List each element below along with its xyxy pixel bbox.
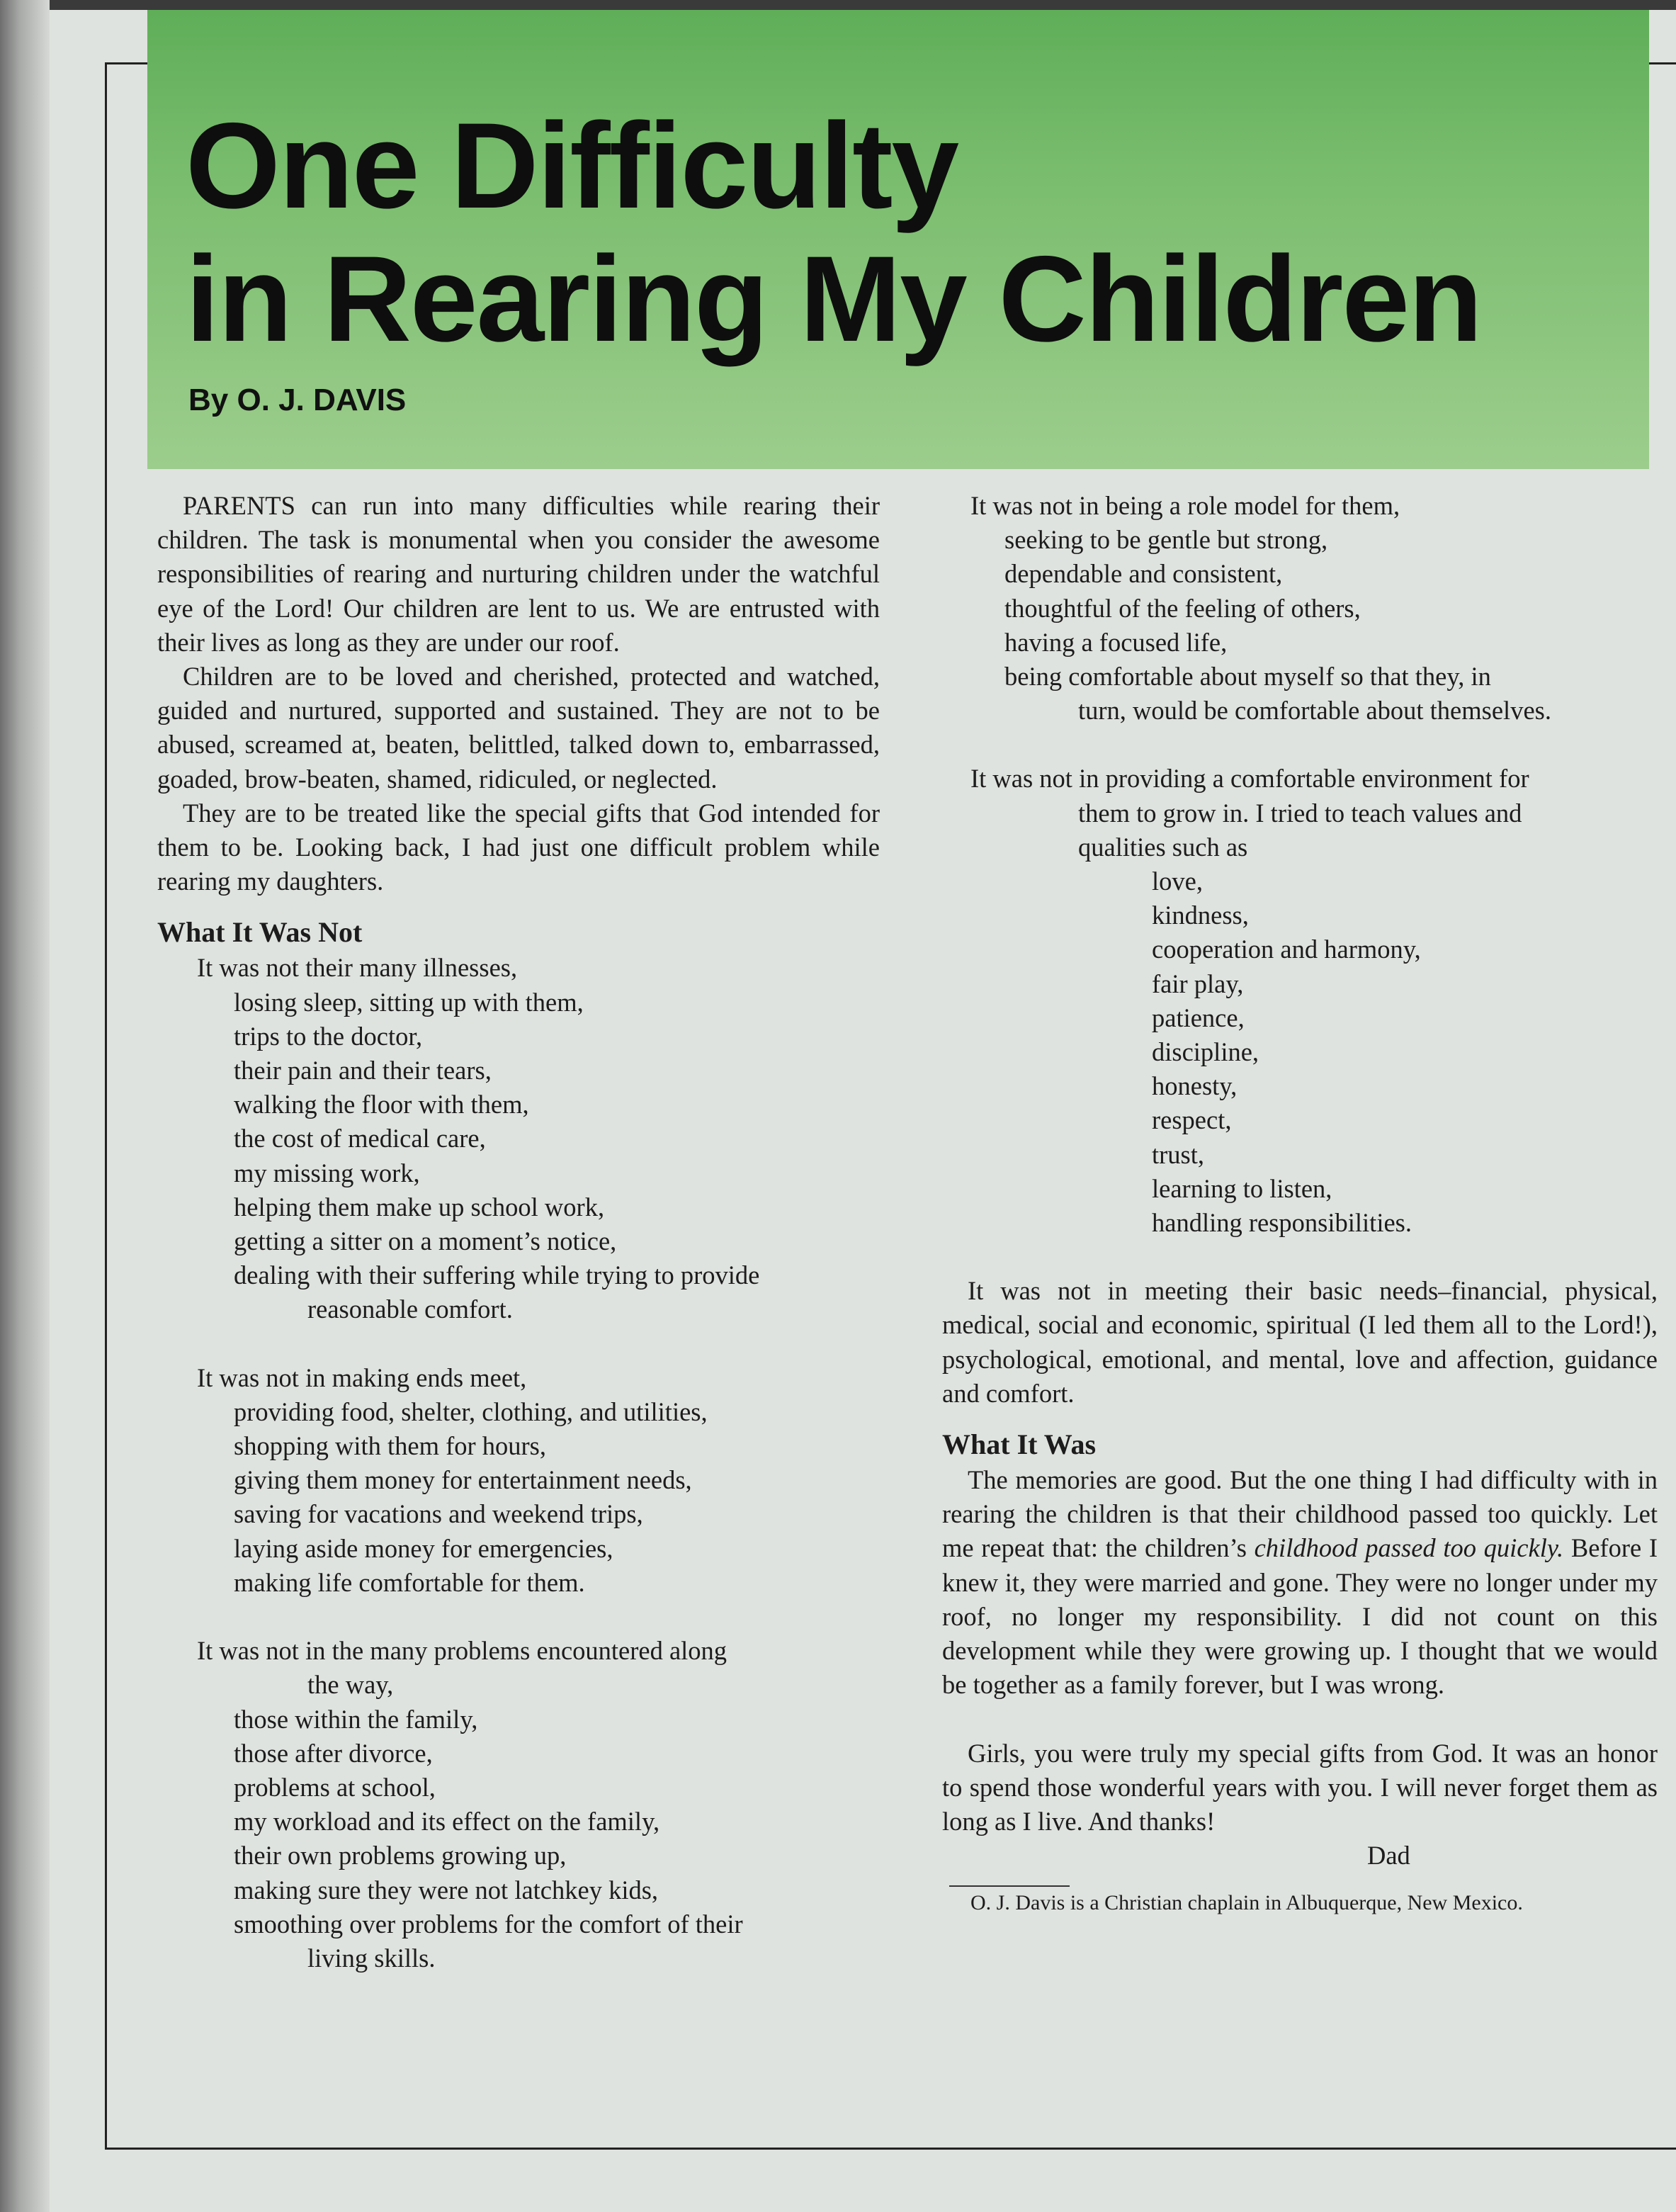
basic-needs-paragraph: It was not in meeting their basic needs–financial, physical, medical, social and economic, spiritual (I led them all to the Lord!), psychological, emotional, and mental, love and affection, guidance and comfort. bbox=[942, 1276, 1658, 1408]
quality-item: cooperation and harmony, bbox=[1152, 935, 1421, 964]
right-column bbox=[942, 489, 1658, 1917]
list-item: being comfortable about myself so that they, in bbox=[1004, 662, 1491, 692]
title-line-1: One Difficulty bbox=[186, 98, 958, 234]
binding-shadow bbox=[0, 0, 50, 2212]
list-item: those within the family, bbox=[234, 1704, 478, 1734]
list-item: problems at school, bbox=[234, 1772, 436, 1802]
list-item: their pain and their tears, bbox=[234, 1056, 492, 1085]
list-continuation: turn, would be comfortable about themselves. bbox=[1078, 696, 1551, 726]
list-item: saving for vacations and weekend trips, bbox=[234, 1499, 643, 1529]
list-lead: It was not in providing a comfortable environment for bbox=[970, 764, 1529, 794]
list-item: the cost of medical care, bbox=[234, 1124, 486, 1153]
list-item: losing sleep, sitting up with them, bbox=[234, 987, 584, 1017]
quality-item: handling responsibilities. bbox=[1152, 1208, 1412, 1238]
list-item: seeking to be gentle but strong, bbox=[1004, 525, 1328, 555]
list-item: my missing work, bbox=[234, 1158, 420, 1187]
left-column bbox=[157, 489, 880, 1975]
quality-item: kindness, bbox=[1152, 901, 1249, 930]
list-item: making life comfortable for them. bbox=[234, 1567, 585, 1597]
list-lead: It was not in the many problems encountered along bbox=[197, 1636, 727, 1666]
spacer bbox=[942, 1703, 1658, 1737]
section-heading-what-it-was: What It Was bbox=[942, 1428, 1097, 1461]
list-item: thoughtful of the feeling of others, bbox=[1004, 593, 1361, 623]
article-title bbox=[186, 99, 1481, 366]
footnote-rule bbox=[949, 1885, 1070, 1887]
section-heading-what-it-was-not: What It Was Not bbox=[157, 916, 363, 949]
list-item: my workload and its effect on the family, bbox=[234, 1807, 660, 1836]
emphasis-text: childhood passed too quickly. bbox=[1254, 1533, 1564, 1563]
what-it-was-paragraph bbox=[942, 1463, 1658, 1702]
list-continuation: the way, bbox=[307, 1670, 394, 1700]
spacer bbox=[157, 1327, 880, 1361]
page-top-edge bbox=[0, 0, 1676, 10]
list-item: trips to the doctor, bbox=[234, 1021, 423, 1051]
role-model-list bbox=[942, 489, 1658, 728]
list-item: dependable and consistent, bbox=[1004, 559, 1283, 589]
quality-item: patience, bbox=[1152, 1003, 1245, 1032]
list-item: having a focused life, bbox=[1004, 627, 1228, 657]
list-continuation: living skills. bbox=[307, 1943, 436, 1973]
environment-list bbox=[942, 762, 1658, 1240]
author-footnote: O. J. Davis is a Christian chaplain in Albuquerque, New Mexico. bbox=[970, 1891, 1523, 1915]
list-item: laying aside money for emergencies, bbox=[234, 1533, 613, 1563]
spacer bbox=[157, 1600, 880, 1634]
spacer bbox=[942, 728, 1658, 762]
quality-item: respect, bbox=[1152, 1105, 1232, 1135]
quality-item: discipline, bbox=[1152, 1037, 1259, 1067]
list-item: walking the floor with them, bbox=[234, 1090, 529, 1119]
intro-paragraph: Children are to be loved and cherished, protected and watched, guided and nurtured, supported and sustained. They are not to be abused, screamed at, beaten, belittled, talked down to, embarrassed, goaded, brow-beaten, shamed, ridiculed, or neglected. bbox=[157, 662, 880, 794]
list-item: those after divorce, bbox=[234, 1738, 433, 1768]
list-item: giving them money for entertainment needs, bbox=[234, 1465, 692, 1495]
list-continuation: qualities such as bbox=[1078, 832, 1248, 862]
title-line-2: in Rearing My Children bbox=[186, 231, 1482, 367]
paragraph-text: The memories are good. But the one thing I had difficulty with in rearing the children is that their childhood passed too quickly. Let me repeat that: the children’s bbox=[942, 1465, 1658, 1563]
list-item: getting a sitter on a moment’s notice, bbox=[234, 1226, 617, 1256]
byline: By O. J. DAVIS bbox=[188, 383, 407, 417]
signature: Dad bbox=[1367, 1841, 1410, 1870]
quality-item: love, bbox=[1152, 867, 1203, 896]
list-item: helping them make up school work, bbox=[234, 1192, 605, 1221]
paragraph-text: Before I knew it, they were married and gone. They were no longer under my roof, no longer my responsibility. I did not count on this development while they were growing up. I thought that we would be together as a family forever, but I was wrong. bbox=[942, 1533, 1658, 1700]
illnesses-list bbox=[157, 951, 880, 1326]
list-continuation: reasonable comfort. bbox=[307, 1294, 513, 1324]
spacer bbox=[942, 1240, 1658, 1274]
quality-item: learning to listen, bbox=[1152, 1173, 1332, 1203]
closing-paragraph: Girls, you were truly my special gifts from God. It was an honor to spend those wonderful years with you. I will never forget them as long as I live. And thanks! bbox=[942, 1738, 1658, 1836]
list-item: making sure they were not latchkey kids, bbox=[234, 1875, 659, 1905]
list-lead: It was not in making ends meet, bbox=[197, 1362, 527, 1392]
list-item: shopping with them for hours, bbox=[234, 1431, 547, 1461]
ends-meet-list bbox=[157, 1361, 880, 1600]
list-continuation: them to grow in. I tried to teach values and bbox=[1078, 798, 1522, 828]
quality-item: honesty, bbox=[1152, 1071, 1238, 1101]
list-lead: It was not their many illnesses, bbox=[197, 953, 518, 983]
list-item: dealing with their suffering while trying to provide bbox=[234, 1260, 760, 1290]
list-lead: It was not in being a role model for them, bbox=[970, 491, 1400, 520]
list-item: smoothing over problems for the comfort of their bbox=[234, 1909, 743, 1939]
list-item: providing food, shelter, clothing, and utilities, bbox=[234, 1396, 708, 1426]
quality-item: fair play, bbox=[1152, 969, 1244, 998]
list-item: their own problems growing up, bbox=[234, 1841, 567, 1870]
problems-list bbox=[157, 1634, 880, 1975]
intro-paragraph: PARENTS can run into many difficulties while rearing their children. The task is monumental when you consider the awesome responsibilities of rearing and nurturing children under the watchful eye of the Lord! Our children are lent to us. We are entrusted with their lives as long as they are under our roof. bbox=[157, 491, 880, 657]
intro-paragraph: They are to be treated like the special gifts that God intended for them to be. Looking back, I had just one difficult problem while rearing my daughters. bbox=[157, 798, 880, 896]
quality-item: trust, bbox=[1152, 1139, 1205, 1169]
